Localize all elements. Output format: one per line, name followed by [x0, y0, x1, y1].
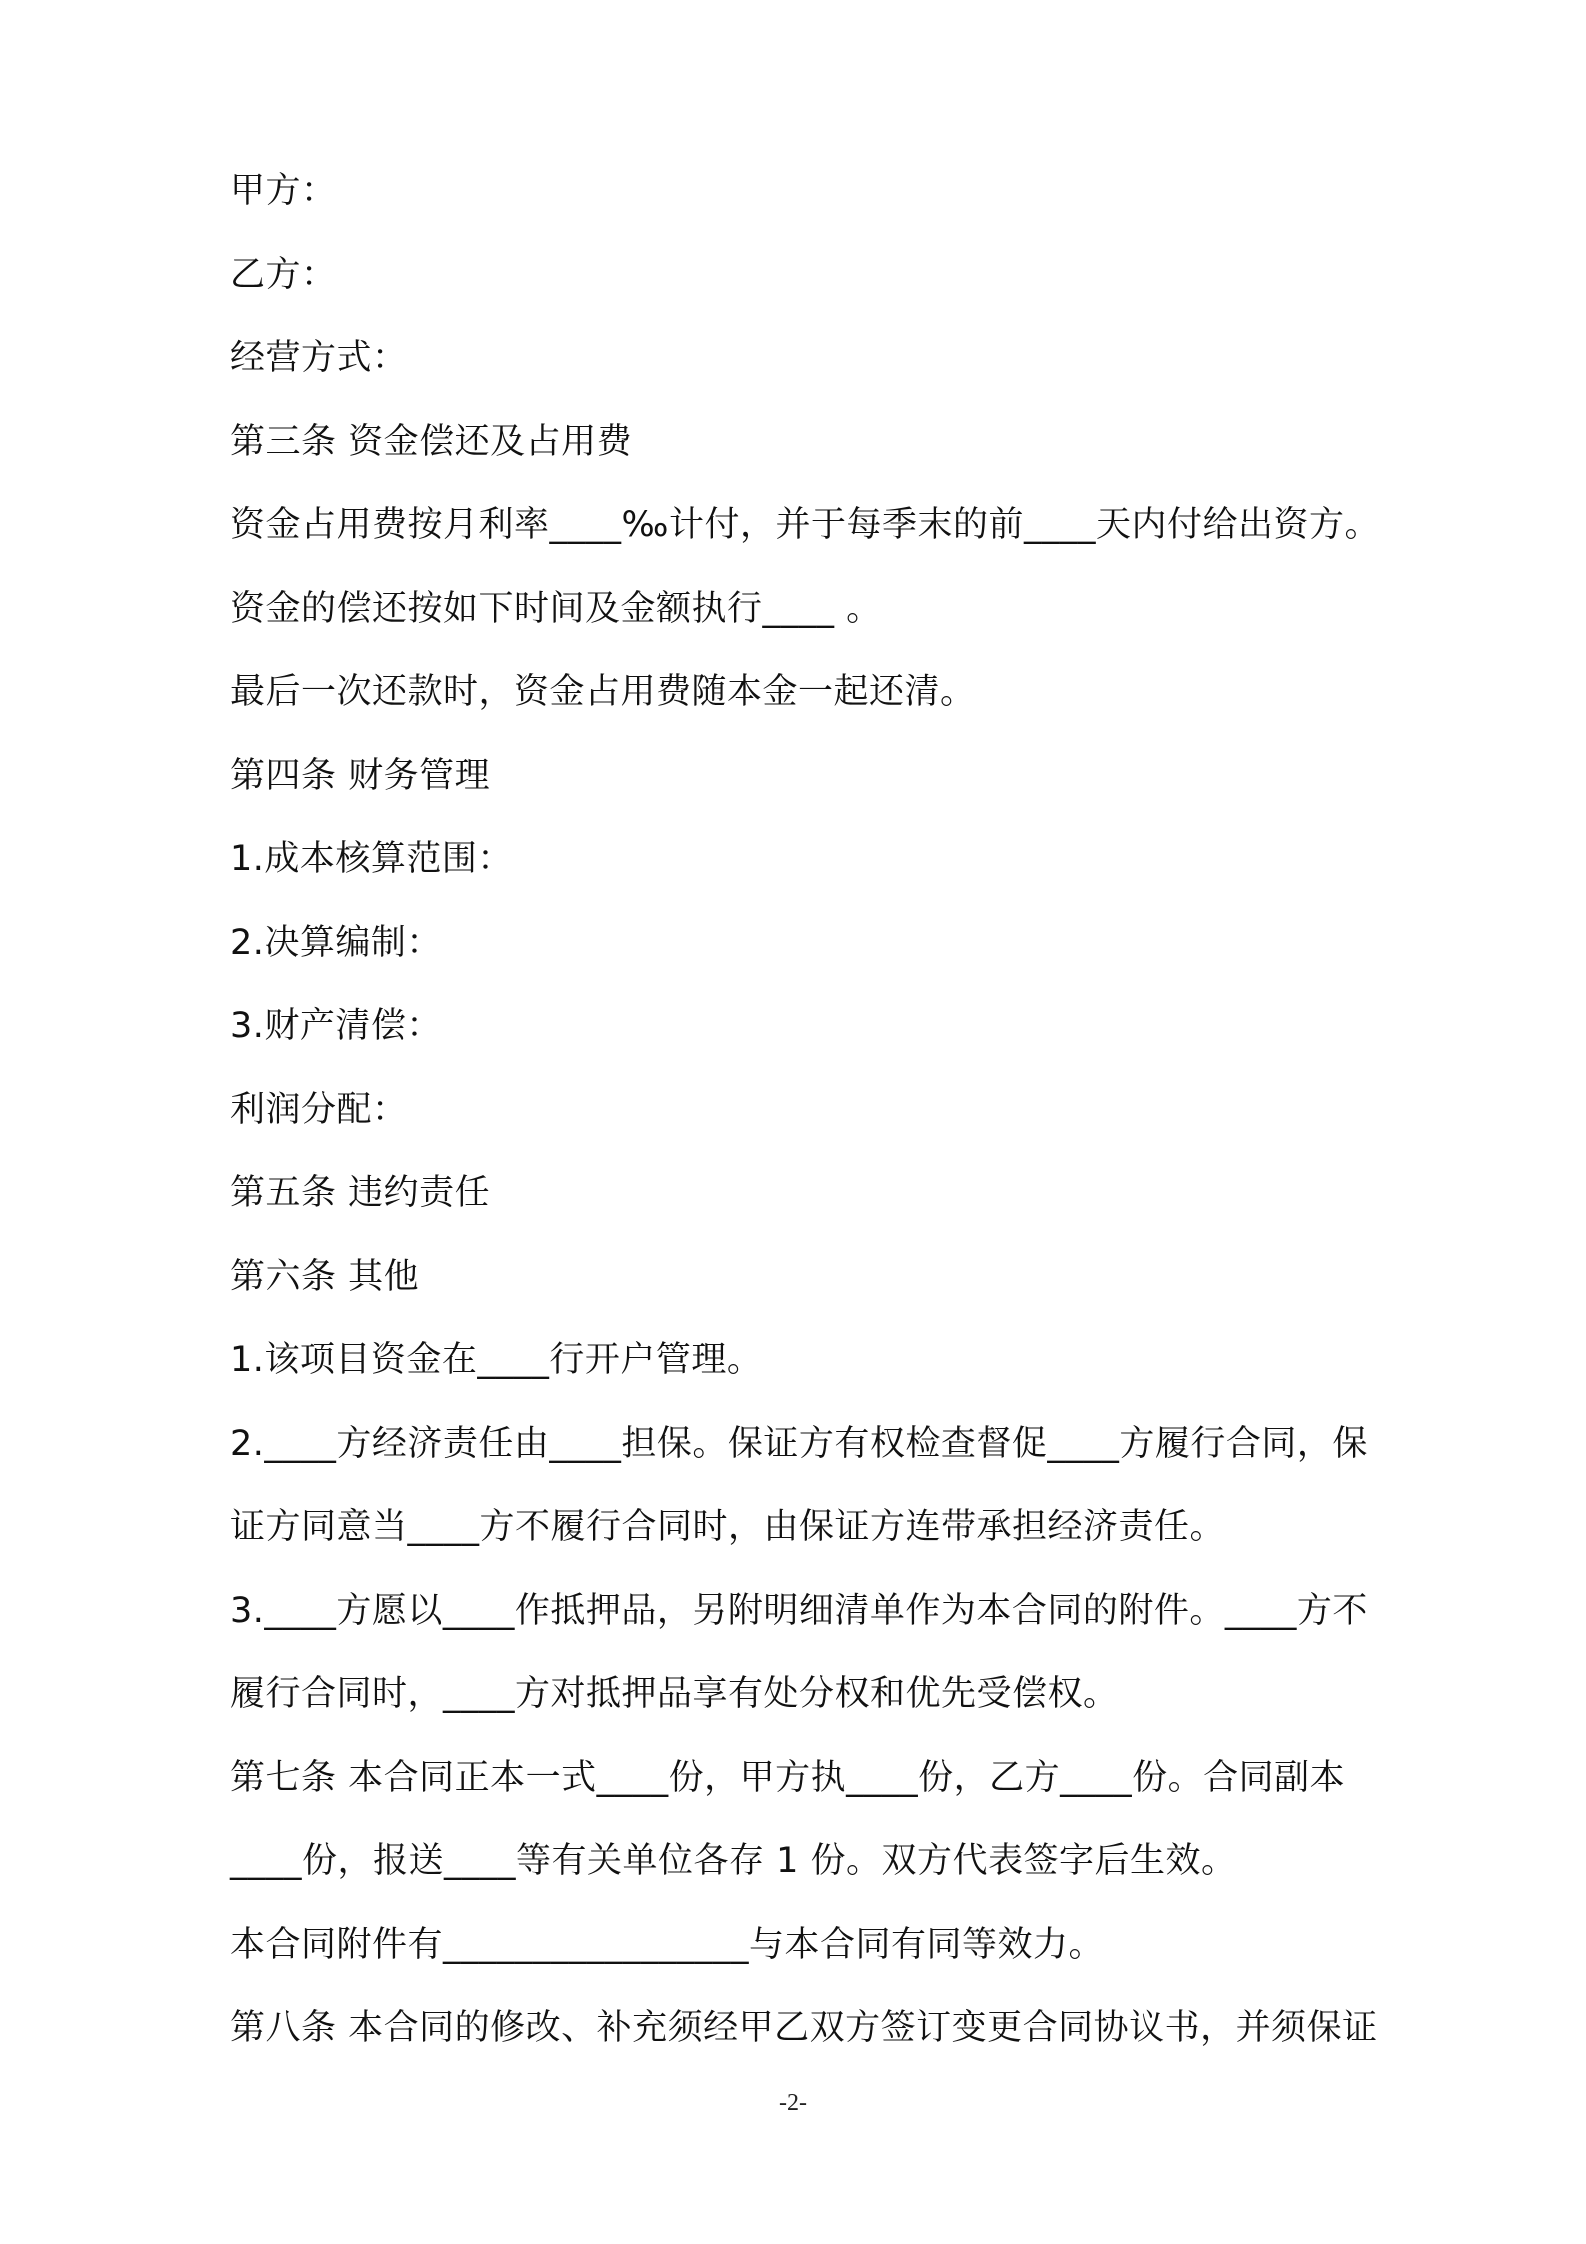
party-b-line: 乙方：: [230, 254, 337, 295]
paragraph-line: 证方同意当____方不履行合同时，由保证方连带承担经济责任。: [230, 1507, 1226, 1547]
article-3-heading: 第三条 资金偿还及占用费: [230, 421, 633, 462]
article-7-heading: 第七条 本合同正本一式____份，甲方执____份，乙方____份。合同副本: [230, 1757, 1346, 1798]
paragraph-line: ____份，报送____等有关单位各存 1 份。双方代表签字后生效。: [230, 1841, 1237, 1881]
paragraph-line: 资金占用费按月利率____‰计付，并于每季末的前____天内付给出资方。: [230, 505, 1380, 545]
paragraph-line: 利润分配：: [230, 1089, 408, 1130]
article-5-heading: 第五条 违约责任: [230, 1173, 491, 1213]
list-item: 1.该项目资金在____行开户管理。: [230, 1340, 763, 1380]
list-item: 2.决算编制：: [230, 922, 442, 963]
article-8-heading: 第八条 本合同的修改、补充须经甲乙双方签订变更合同协议书，并须保证: [230, 2008, 1378, 2048]
paragraph-line: 履行合同时，____方对抵押品享有处分权和优先受偿权。: [230, 1674, 1119, 1714]
paragraph-line: 本合同附件有_________________与本合同有同等效力。: [230, 1924, 1105, 1965]
article-4-heading: 第四条 财务管理: [230, 755, 491, 796]
party-a-line: 甲方：: [230, 171, 337, 211]
list-item: 3.____方愿以____作抵押品，另附明细清单作为本合同的附件。____方不: [230, 1590, 1368, 1631]
list-item: 1.成本核算范围：: [230, 839, 513, 879]
paragraph-line: 最后一次还款时，资金占用费随本金一起还清。: [230, 672, 976, 712]
page-number: -2-: [779, 2090, 807, 2116]
list-item: 3.财产清偿：: [230, 1006, 442, 1046]
business-mode-line: 经营方式：: [230, 338, 408, 378]
document-body: [230, 150, 1445, 2071]
paragraph-line: 资金的偿还按如下时间及金额执行____ 。: [230, 588, 882, 629]
article-6-heading: 第六条 其他: [230, 1256, 420, 1297]
list-item: 2.____方经济责任由____担保。保证方有权检查督促____方履行合同，保: [230, 1423, 1368, 1464]
